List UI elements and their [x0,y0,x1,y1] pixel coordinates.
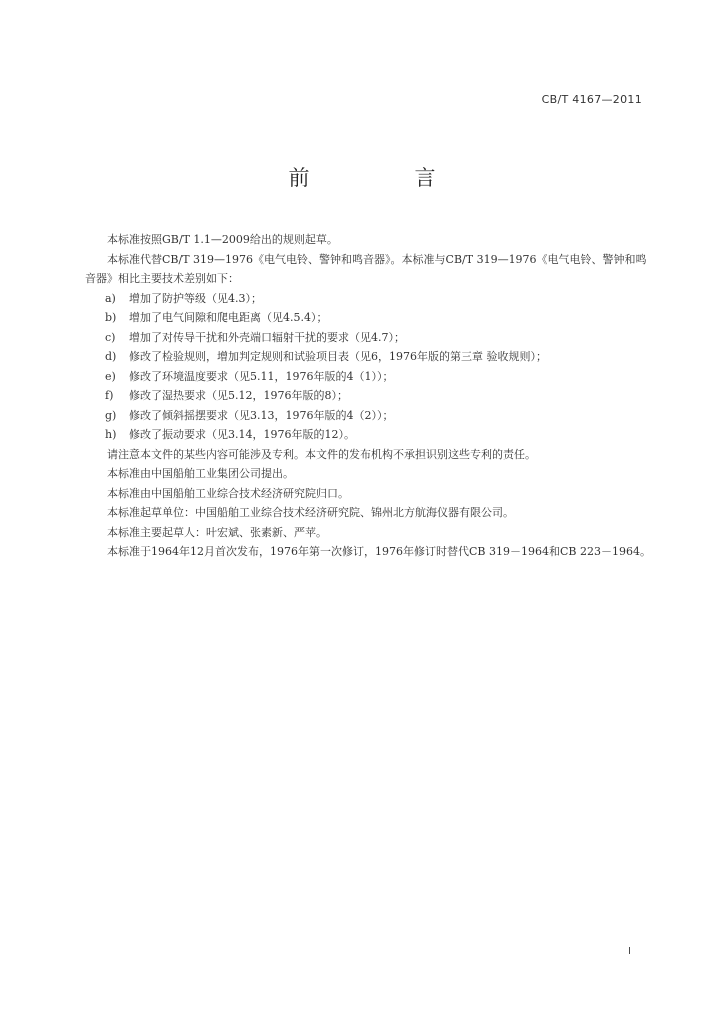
paragraph: 本标准由中国船舶工业集团公司提出。 [107,467,294,480]
list-item-text: 修改了环境温度要求（见5.11，1976年版的4（1））； [129,369,394,383]
paragraph: 本标准主要起草人：叶宏斌、张素新、严苹。 [107,525,327,539]
list-item [85,367,653,387]
list-item [85,406,653,426]
list-item [85,425,653,445]
list-item-text: 修改了振动要求（见3.14，1976年版的12）。 [129,428,355,441]
paragraph: 本标准代替CB/T 319—1976《电气电铃、警钟和鸣音器》。本标准与CB/T 319—1976《电气电铃、警钟和鸣音器》相比主要技术差别如下： [85,252,647,285]
list-marker: d) [105,350,117,363]
paragraph: 本标准起草单位：中国船舶工业综合技术经济研究院、锦州北方航海仪器有限公司。 [107,506,514,519]
list-item [85,328,653,348]
list-marker: b) [105,311,117,324]
list-item-text: 增加了电气间隙和爬电距离（见4.5.4）； [129,311,328,324]
list-item-text: 增加了防护等级（见4.3）； [129,291,262,305]
list-marker: h) [105,428,117,441]
list-item-text: 修改了湿热要求（见5.12，1976年版的8）； [129,389,348,402]
list-item-text: 修改了倾斜摇摆要求（见3.13，1976年版的4（2））； [129,408,394,422]
paragraph: 请注意本文件的某些内容可能涉及专利。本文件的发布机构不承担识别这些专利的责任。 [107,447,536,461]
standard-code: CB/T 4167—2011 [541,93,642,106]
change-list [85,289,653,445]
list-marker: f) [105,389,114,402]
list-marker: g) [105,408,117,422]
foreword-body [85,230,653,562]
list-item-text: 增加了对传导干扰和外壳端口辐射干扰的要求（见4.7）； [129,330,405,344]
page-title: 前 言 [288,166,478,190]
list-item [85,386,653,406]
list-item-text: 修改了检验规则，增加判定规则和试验项目表（见6，1976年版的第三章 验收规则）； [129,350,547,363]
paragraph: 本标准按照GB/T 1.1—2009给出的规则起草。 [107,233,338,246]
list-item [85,289,653,309]
page-number: I [628,946,631,957]
list-item [85,347,653,367]
paragraph: 本标准于1964年12月首次发布，1976年第一次修订，1976年修订时替代CB 319－1964和CB 223－1964。 [107,545,651,558]
list-marker: e) [105,369,116,383]
list-marker: a) [105,291,116,305]
list-marker: c) [105,330,116,344]
list-item [85,308,653,328]
paragraph: 本标准由中国船舶工业综合技术经济研究院归口。 [107,486,349,500]
